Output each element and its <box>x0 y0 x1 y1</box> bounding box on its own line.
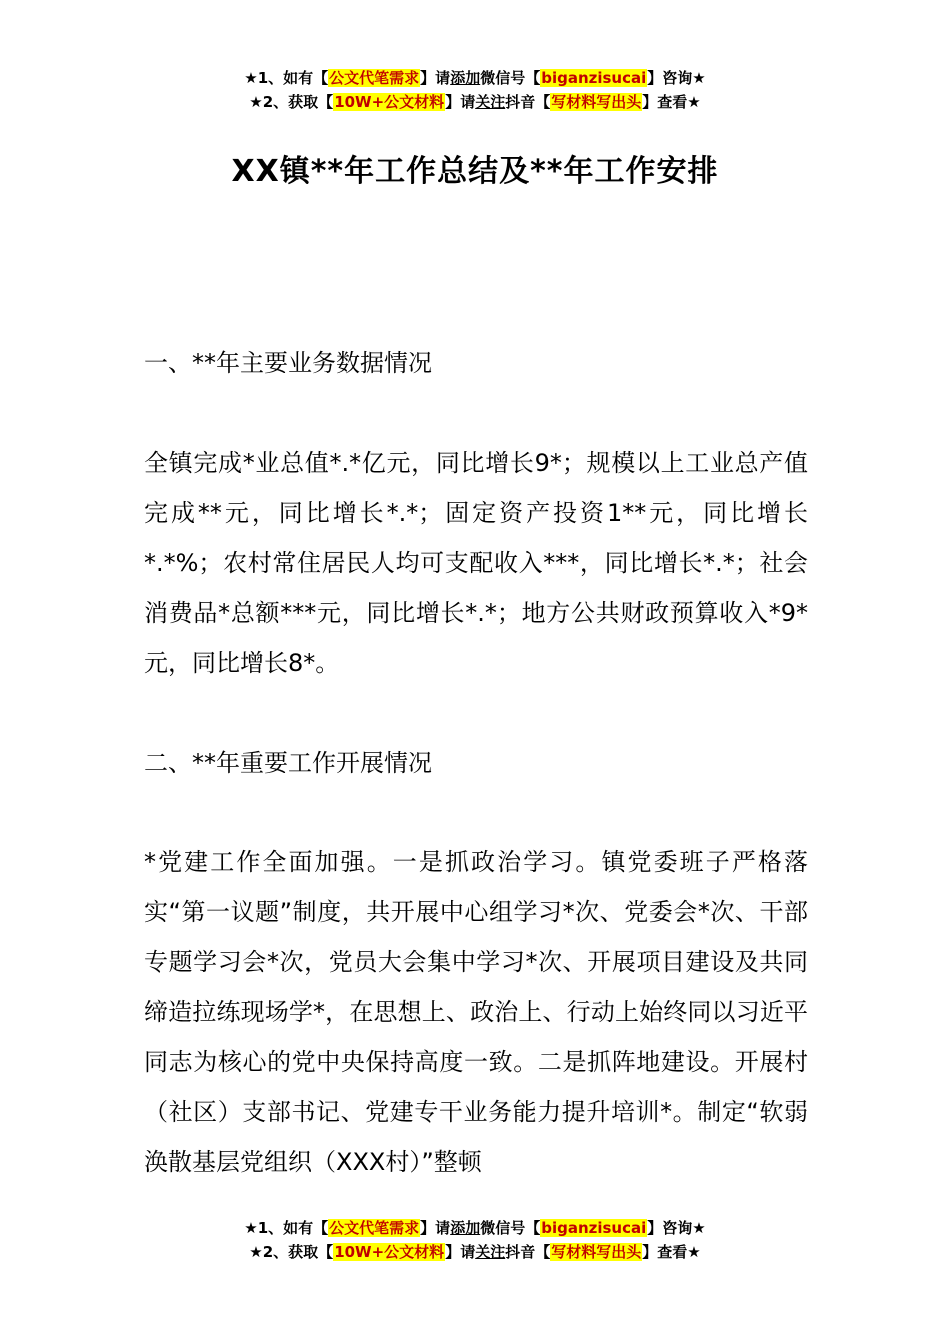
banner-text: 】咨询★ <box>647 69 706 87</box>
highlight-douyin-id: 写材料写出头 <box>551 1243 642 1261</box>
underlined-text: 添加 <box>450 1219 481 1237</box>
header-banner <box>0 66 950 114</box>
banner-line-1 <box>0 1216 950 1240</box>
footer-banner <box>0 1216 950 1264</box>
banner-text: 】请 <box>445 93 476 111</box>
banner-text: 】请 <box>420 1219 451 1237</box>
banner-text: ★1、如有【 <box>244 69 329 87</box>
underlined-text: 关注 <box>475 1243 506 1261</box>
section-paragraph-2: *党建工作全面加强。一是抓政治学习。镇党委班子严格落实“第一议题”制度，共开展中心组学习*次、党委会*次、干部专题学习会*次，党员大会集中学习*次、开展项目建设及共同缔造拉练现场学*，在思想上、政治上、行动上始终同以习近平同志为核心的党中央保持高度一致。二是抓阵地建设。开展村（社区）支部书记、党建专干业务能力提升培训*。制定“软弱涣散基层党组织（XXX村）”整顿 <box>144 848 808 1176</box>
document-title: XX镇**年工作总结及**年工作安排 <box>231 154 719 189</box>
banner-text: 】查看★ <box>642 1243 701 1261</box>
underlined-text: 添加 <box>450 69 481 87</box>
highlight-douyin-id: 写材料写出头 <box>551 93 642 111</box>
highlight-materials: 10W+公文材料 <box>334 93 445 111</box>
highlight-service: 公文代笔需求 <box>329 69 420 87</box>
banner-text: 】咨询★ <box>647 1219 706 1237</box>
banner-text: 微信号【 <box>480 1219 541 1237</box>
banner-text: 抖音【 <box>505 1243 551 1261</box>
highlight-wechat-id: biganzisucai <box>541 69 647 87</box>
banner-text: 抖音【 <box>505 93 551 111</box>
banner-line-2 <box>0 90 950 114</box>
highlight-materials: 10W+公文材料 <box>334 1243 445 1261</box>
highlight-wechat-id: biganzisucai <box>541 1219 647 1237</box>
section-heading-2: 二、**年重要工作开展情况 <box>144 749 432 777</box>
section-heading-1: 一、**年主要业务数据情况 <box>144 349 432 377</box>
banner-text: 微信号【 <box>480 69 541 87</box>
banner-line-2 <box>0 1240 950 1264</box>
banner-text: ★2、获取【 <box>249 1243 334 1261</box>
underlined-text: 关注 <box>475 93 506 111</box>
section-paragraph-1: 全镇完成*业总值*.*亿元，同比增长9*；规模以上工业总产值完成**元，同比增长*.*；固定资产投资1**元，同比增长*.*%；农村常住居民人均可支配收入***，同比增长*.*；社会消费品*总额***元，同比增长*.*；地方公共财政预算收入*9*元，同比增长8*。 <box>144 449 808 677</box>
banner-text: 】请 <box>420 69 451 87</box>
banner-text: 】查看★ <box>642 93 701 111</box>
banner-line-1 <box>0 66 950 90</box>
highlight-service: 公文代笔需求 <box>329 1219 420 1237</box>
banner-text: 】请 <box>445 1243 476 1261</box>
banner-text: ★2、获取【 <box>249 93 334 111</box>
banner-text: ★1、如有【 <box>244 1219 329 1237</box>
